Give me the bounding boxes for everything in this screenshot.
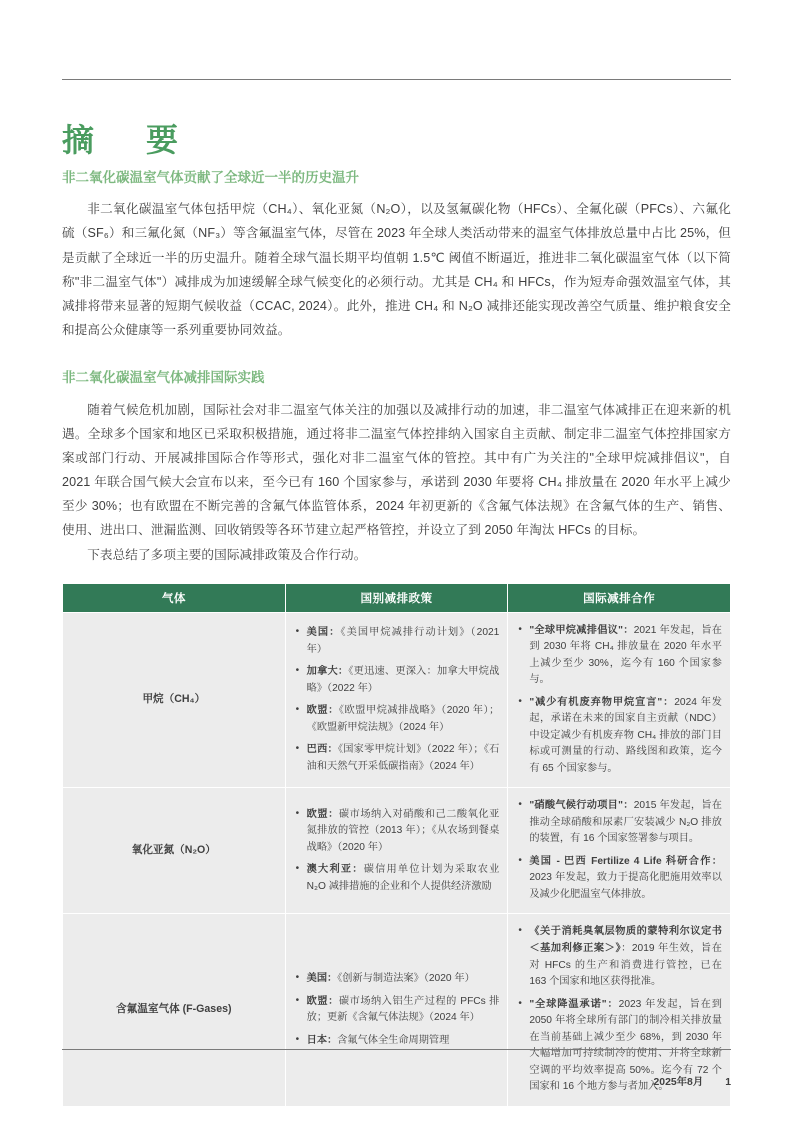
list-item: • 《关于消耗臭氧层物质的蒙特利尔议定书＜基加利修正案＞》：2019 年生效，旨在对 HFCs 的生产和消费进行管控，已在 163 个国家和地区获得批准。 <box>529 924 722 990</box>
policy-table <box>62 583 731 1107</box>
policy-list <box>294 807 500 896</box>
list-item: • 日本：含氟气体全生命周期管理 <box>307 1033 500 1050</box>
list-item: • 加拿大：《更迅速、更深入：加拿大甲烷战略》（2022 年） <box>307 664 500 697</box>
list-item: • 欧盟：碳市场纳入铝生产过程的 PFCs 排放；更新《含氟气体法规》（2024 年） <box>307 994 500 1027</box>
section-heading-1: 非二氧化碳温室气体贡献了全球近一半的历史温升 <box>62 170 359 185</box>
international-cooperation-nitrous-oxide <box>508 788 731 914</box>
list-item: • 美国：《美国甲烷减排行动计划》（2021 年） <box>307 625 500 658</box>
table-row <box>63 914 731 1106</box>
list-item: • "减少有机废弃物甲烷宣言"：2024 年发起，承诺在未来的国家自主贡献（NDC）中设定减少有机废弃物 CH₄ 排放的部门目标或可测量的行动、路线图和政策，迄今有 65 个国家参与。 <box>529 695 722 778</box>
cooperation-list <box>516 924 722 1095</box>
section-heading-2: 非二氧化碳温室气体减排国际实践 <box>62 370 265 386</box>
list-item: • "全球甲烷减排倡议"：2021 年发起，旨在到 2030 年将 CH₄ 排放量在 2020 年水平上减少至少 30%，迄今有 160 个国家参与。 <box>529 623 722 689</box>
footer-page-number: 1 <box>725 1077 731 1088</box>
international-cooperation-methane <box>508 612 731 788</box>
gas-name-f-gases: 含氟温室气体 (F-Gases) <box>63 914 286 1106</box>
cooperation-list <box>516 798 722 903</box>
table-header-international: 国际减排合作 <box>508 583 731 612</box>
list-item: • "硝酸气候行动项目"：2015 年发起，旨在推动全球硝酸和尿素厂安装减少 N₂O 排放的装置，有 16 个国家签署参与项目。 <box>529 798 722 848</box>
table-header-row <box>63 583 731 612</box>
table-row <box>63 788 731 914</box>
section-paragraph-1: 非二氧化碳温室气体包括甲烷（CH₄）、氧化亚氮（N₂O），以及氢氟碳化物（HFCs）、全氟化碳（PFCs）、六氟化硫（SF₆）和三氟化氮（NF₃）等含氟温室气体，尽管在 2023 年全球人类活动带来的温室气体排放总量中占比 25%，但是贡献了全球近一半的历史温升。随着全球气温长期平均值朝 1.5℃ 阈值不断逼近，推进非二氧化碳温室气体（以下简称"非二温室气体"）减排成为加速缓解全球气候变化的必须行动。尤其是 CH₄ 和 HFCs，作为短寿命强效温室气体，其减排将带来显著的短期气候收益（CCAC, 2024）。此外，推进 CH₄ 和 N₂O 减排还能实现改善空气质量、维护粮食安全和提高公众健康等一系列重要协同效益。 <box>62 202 731 338</box>
page-footer <box>654 1073 731 1088</box>
policy-list <box>294 971 500 1049</box>
table-header-gas: 气体 <box>63 583 286 612</box>
page-title: 摘 要 <box>62 122 189 159</box>
table-row <box>63 612 731 788</box>
policy-list <box>294 625 500 775</box>
national-policies-f-gases <box>285 914 508 1106</box>
list-item: • 欧盟：碳市场纳入对硝酸和己二酸氧化亚氮排放的管控（2013 年）；《从农场到餐桌战略》（2020 年） <box>307 807 500 857</box>
list-item: • 美国：《创新与制造法案》（2020 年） <box>307 971 500 988</box>
gas-name-methane: 甲烷（CH₄） <box>63 612 286 788</box>
document-content <box>62 168 731 1107</box>
section-paragraph-2: 随着气候危机加剧，国际社会对非二温室气体关注的加强以及减排行动的加速，非二温室气体减排正在迎来新的机遇。全球多个国家和地区已采取积极措施，通过将非二温室气体控排纳入国家自主贡献、制定非二温室气体控排国家方案或部门行动、开展减排国际合作等形式，强化对非二温室气体的管控。其中有广为关注的"全球甲烷减排倡议"，自 2021 年联合国气候大会宣布以来，至今已有 160 个国家参与，承诺到 2030 年要将 CH₄ 排放量在 2020 年水平上减少至少 30%；也有欧盟在不断完善的含氟气体监管体系，2024 年初更新的《含氟气体法规》在含氟气体的生产、销售、使用、进出口、泄漏监测、回收销毁等各环节建立起严格管控，并设立了到 2050 年淘汰 HFCs 的目标。 <box>62 402 731 538</box>
list-item: • "全球降温承诺"：2023 年发起，旨在到 2050 年将全球所有部门的制冷相关排放量在当前基础上减少至少 68%，到 2030 年大幅增加可持续制冷的使用、并将全球新空调的平均效率提高 50%。迄今有 72 个国家和 16 个地方参与者加入。 <box>529 997 722 1096</box>
national-policies-nitrous-oxide <box>285 788 508 914</box>
list-item: • 欧盟：《欧盟甲烷减排战略》（2020 年）；《欧盟新甲烷法规》（2024 年） <box>307 703 500 736</box>
national-policies-methane <box>285 612 508 788</box>
cooperation-list <box>516 623 722 778</box>
footer-date: 2025年8月 <box>653 1077 704 1088</box>
list-item: • 巴西：《国家零甲烷计划》（2022 年）；《石油和天然气开采低碳指南》（2024 年） <box>307 742 500 775</box>
header-divider <box>62 79 731 80</box>
list-item: • 美国 - 巴西 Fertilize 4 Life 科研合作：2023 年发起，致力于提高化肥施用效率以及减少化肥温室气体排放。 <box>529 854 722 904</box>
gas-name-nitrous-oxide: 氧化亚氮（N₂O） <box>63 788 286 914</box>
list-item: • 澳大利亚：碳信用单位计划为采取农业 N₂O 减排措施的企业和个人提供经济激励 <box>307 862 500 895</box>
table-intro-text: 下表总结了多项主要的国际减排政策及合作行动。 <box>87 547 367 562</box>
footer-divider <box>62 1049 731 1050</box>
table-header-national: 国别减排政策 <box>285 583 508 612</box>
